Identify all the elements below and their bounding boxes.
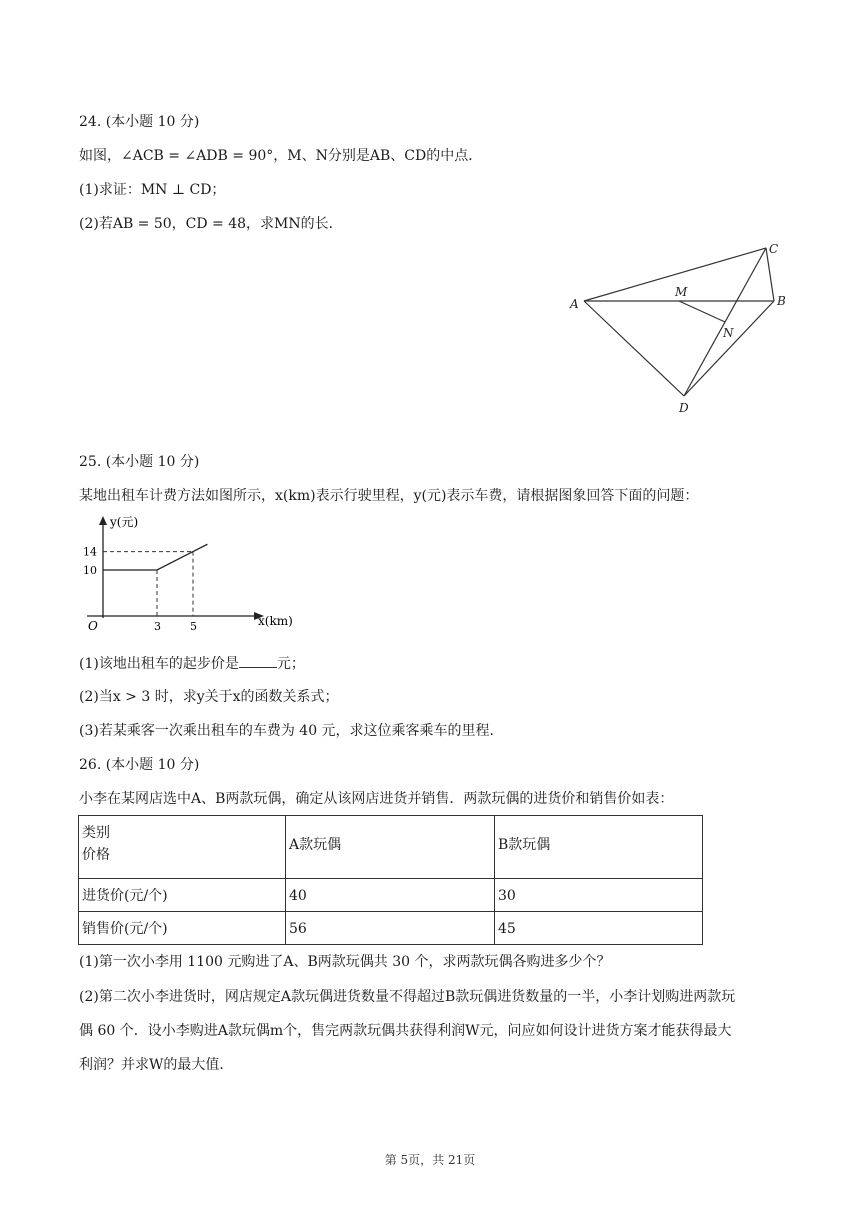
taxi-fare-chart	[80, 512, 304, 636]
q25-part1-unit: 元；	[276, 656, 305, 672]
label-a: A	[570, 297, 579, 311]
label-c: C	[769, 242, 779, 256]
corner-category: 类别	[82, 825, 110, 841]
label-m: M	[675, 285, 688, 299]
y-axis-label: y(元)	[110, 515, 139, 529]
q25-part1-text: (1)该地出租车的起步价是	[79, 656, 239, 672]
y-tick-label: 10	[83, 564, 97, 577]
label-d: D	[679, 401, 689, 415]
q24-stem: 如图，∠ACB = ∠ADB = 90°，M、N分别是AB、CD的中点．	[79, 148, 483, 164]
x-tick-label: 3	[154, 620, 161, 633]
row-label: 销售价(元/个)	[79, 912, 286, 945]
q26-stem: 小李在某网店选中A、B两款玩偶，确定从该网店进货并销售．两款玩偶的进货价和销售价如表：	[79, 791, 674, 807]
q26-part2-line3: 利润？并求W的最大值．	[79, 1057, 234, 1073]
q25-part1	[79, 653, 305, 674]
q25-part2: (2)当x > 3 时，求y关于x的函数关系式；	[79, 689, 339, 705]
label-n: N	[723, 326, 734, 340]
origin-label: O	[88, 619, 98, 633]
table-row	[79, 879, 703, 912]
price-table	[78, 815, 703, 945]
table-header-row	[79, 816, 703, 879]
q25-part3: (3)若某乘客一次乘出租车的车费为 40 元，求这位乘客乘车的里程．	[79, 723, 504, 739]
y-tick-label: 14	[83, 545, 97, 559]
q24-part1: (1)求证：MN ⊥ CD；	[79, 182, 226, 198]
corner-price: 价格	[82, 847, 110, 863]
cell-b: 45	[495, 912, 703, 945]
column-b-header: B款玩偶	[495, 816, 703, 879]
table-corner-cell	[79, 816, 286, 879]
fare-line	[103, 544, 207, 570]
q24-geometry-figure	[560, 236, 800, 426]
row-label: 进货价(元/个)	[79, 879, 286, 912]
q26-part1: (1)第一次小李用 1100 元购进了A、B两款玩偶共 30 个，求两款玩偶各购进多少个？	[79, 954, 611, 970]
label-b: B	[777, 294, 786, 308]
q24-part2: (2)若AB = 50，CD = 48，求MN的长．	[79, 216, 343, 232]
q26-part2-line1: (2)第二次小李进货时，网店规定A款玩偶进货数量不得超过B款玩偶进货数量的一半，小李计划购进两款玩	[79, 989, 736, 1005]
y-axis-arrow	[99, 516, 107, 525]
column-a-header: A款玩偶	[286, 816, 495, 879]
table-row	[79, 912, 703, 945]
q24-header: 24. (本小题 10 分)	[79, 114, 200, 130]
cell-a: 56	[286, 912, 495, 945]
page-footer: 第 5页，共 21页	[384, 1153, 476, 1167]
x-axis-label: x(km)	[258, 614, 293, 628]
segment-ad	[584, 301, 684, 396]
q26-part2-line2: 偶 60 个．设小李购进A款玩偶m个，售完两款玩偶共获得利润W元，问应如何设计进货方案才能获得最大	[79, 1023, 732, 1039]
answer-blank	[239, 653, 277, 668]
segment-mn	[679, 301, 725, 322]
q25-header: 25. (本小题 10 分)	[79, 454, 200, 470]
cell-a: 40	[286, 879, 495, 912]
q26-header: 26. (本小题 10 分)	[79, 757, 200, 773]
q25-stem: 某地出租车计费方法如图所示，x(km)表示行驶里程，y(元)表示车费，请根据图象回答下面的问题：	[79, 488, 699, 504]
cell-b: 30	[495, 879, 703, 912]
x-tick-label: 5	[190, 620, 197, 633]
